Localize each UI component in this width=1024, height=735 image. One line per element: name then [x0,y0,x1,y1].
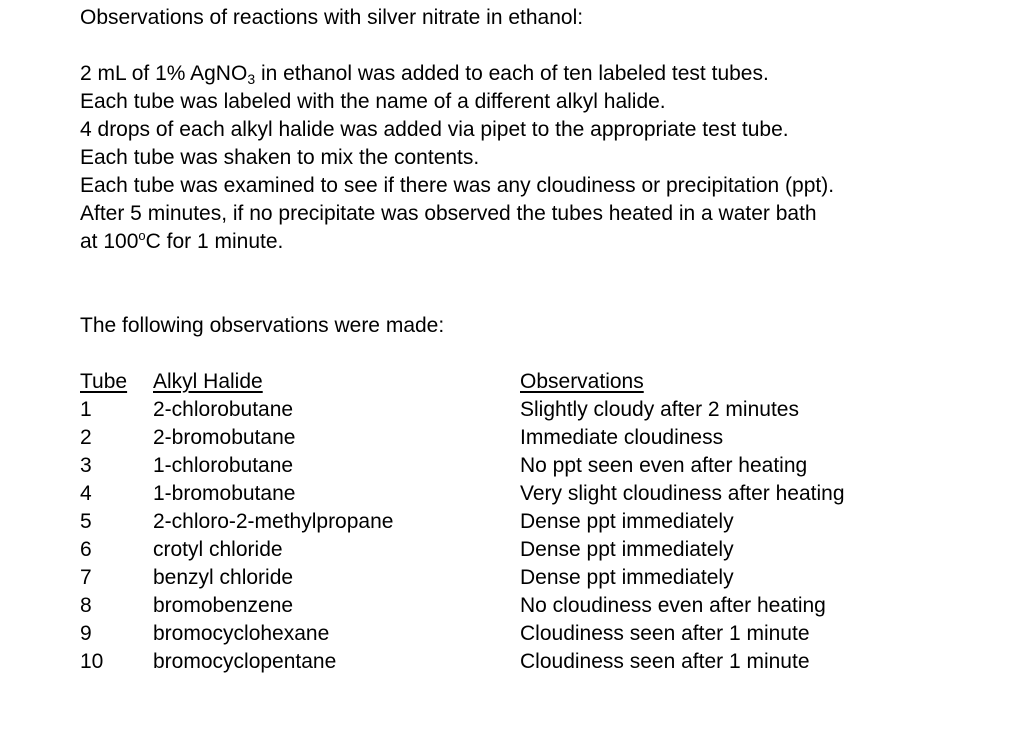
alkyl-halide: 2-chlorobutane [153,398,294,421]
table-row [0,396,1024,424]
table-row [0,592,1024,620]
observation: No cloudiness even after heating [520,594,826,617]
procedure-line-5: Each tube was examined to see if there was any cloudiness or precipitation (ppt). [80,174,835,197]
header-observations: Observations [520,370,644,393]
alkyl-halide: 1-chlorobutane [153,454,294,477]
table-row [0,536,1024,564]
observation: Dense ppt immediately [520,510,734,533]
observation: Very slight cloudiness after heating [520,482,845,505]
tube-number: 9 [80,622,92,645]
procedure-text: C for 1 minute. [145,230,284,253]
alkyl-halide: crotyl chloride [153,538,283,561]
tube-number: 7 [80,566,92,589]
procedure-line-6: After 5 minutes, if no precipitate was observed the tubes heated in a water bath [80,202,817,225]
procedure-line-3: 4 drops of each alkyl halide was added via pipet to the appropriate test tube. [80,118,789,141]
procedure-line-2: Each tube was labeled with the name of a different alkyl halide. [80,90,666,113]
procedure-line-7 [80,228,283,256]
header-tube: Tube [80,370,128,393]
table-row [0,564,1024,592]
table-row [0,424,1024,452]
table-row [0,452,1024,480]
observation: No ppt seen even after heating [520,454,808,477]
tube-number: 2 [80,426,92,449]
observation: Immediate cloudiness [520,426,724,449]
alkyl-halide: bromobenzene [153,594,294,617]
tube-number: 10 [80,650,104,673]
alkyl-halide: 1-bromobutane [153,482,296,505]
document-title: Observations of reactions with silver nitrate in ethanol: [80,6,584,29]
observation: Dense ppt immediately [520,538,734,561]
observation: Cloudiness seen after 1 minute [520,650,810,673]
table-row [0,480,1024,508]
alkyl-halide: bromocyclohexane [153,622,330,645]
tube-number: 4 [80,482,92,505]
table-header-row [0,368,1024,396]
observation: Slightly cloudy after 2 minutes [520,398,799,421]
alkyl-halide: bromocyclopentane [153,650,337,673]
procedure-line-4: Each tube was shaken to mix the contents. [80,146,480,169]
subscript: 3 [247,71,256,87]
tube-number: 8 [80,594,92,617]
tube-number: 6 [80,538,92,561]
alkyl-halide: benzyl chloride [153,566,294,589]
table-row [0,508,1024,536]
procedure-text: in ethanol was added to each of ten labeled test tubes. [255,62,769,85]
degree-superscript: o [138,228,146,243]
alkyl-halide: 2-bromobutane [153,426,296,449]
tube-number: 3 [80,454,92,477]
procedure-line-1 [80,60,769,88]
table-row [0,648,1024,676]
observations-intro: The following observations were made: [80,314,445,337]
observation: Cloudiness seen after 1 minute [520,622,810,645]
header-alkyl-halide: Alkyl Halide [153,370,263,393]
alkyl-halide: 2-chloro-2-methylpropane [153,510,394,533]
observation: Dense ppt immediately [520,566,734,589]
procedure-text: 2 mL of 1% AgNO [80,62,248,85]
procedure-text: at 100 [80,230,139,253]
tube-number: 5 [80,510,92,533]
table-row [0,620,1024,648]
tube-number: 1 [80,398,92,421]
